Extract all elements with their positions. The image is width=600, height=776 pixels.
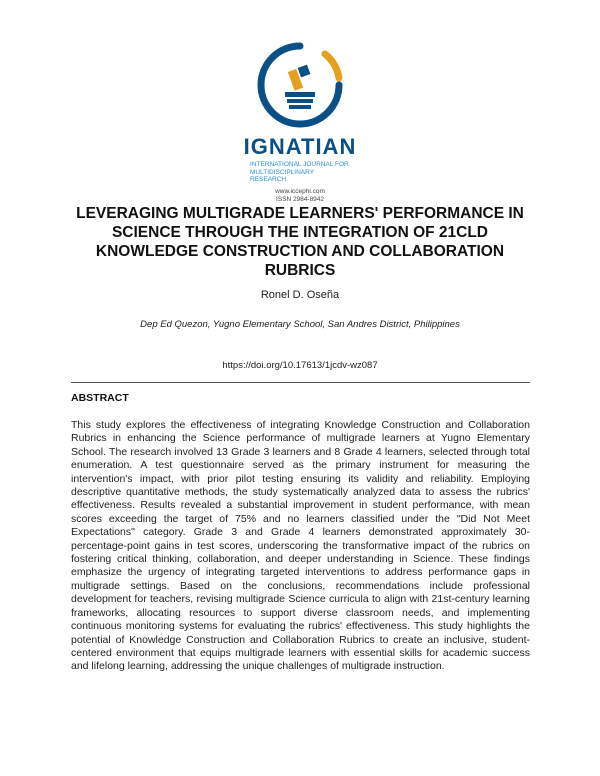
journal-subtitle: INTERNATIONAL JOURNAL FOR MULTIDISCIPLINARY RESEARCH <box>250 161 349 183</box>
article-author: Ronel D. Oseña <box>260 289 340 301</box>
journal-logo <box>0 40 600 204</box>
doi-link[interactable]: https://doi.org/10.17613/1jcdv-wz087 <box>222 360 378 371</box>
journal-issn: ISSN 2984-8942 <box>275 195 325 203</box>
journal-emblem-icon <box>255 40 345 130</box>
abstract-heading: ABSTRACT <box>71 392 129 404</box>
section-divider <box>71 382 530 383</box>
abstract-text: This study explores the effectiveness of integrating Knowledge Construction and Collaboration Rubrics in enhancing the Science performance of multigrade learners at Yugno Elementary School. The research involved 13 Grade 3 learners and 8 Grade 4 learners, selected through total enumeration. A test questionnaire served as the primary instrument for measuring the intervention's impact, with prior pilot testing ensuring its validity and reliability. Employing descriptive quantitative methods, the study systematically analyzed data to assess the rubrics' effectiveness. Results revealed a substantial improvement in student performance, with mean scores exceeding the target of 75% and no learners classified under the "Did Not Meet Expectations" category. Grade 3 and Grade 4 learners demonstrated approximately 30-percentage-point gains in test scores, underscoring the transformative impact of the rubrics on fostering critical thinking, collaboration, and deeper understanding in Science. These findings emphasize the urgency of integrating targeted interventions to address performance gaps in multigrade settings. Based on the conclusions, recommendations include professional development for teachers, revising multigrade Science curricula to align with 21st-century learning frameworks, allocating resources to support diverse classroom needs, and implementing continuous monitoring systems for evaluating the rubrics' effectiveness. This study highlights the potential of Knowledge Construction and Collaboration Rubrics to create an inclusive, student-centered environment that equips multigrade learners with essential skills for academic success and lifelong learning, addressing the unique challenges of multigrade instruction. <box>71 419 530 673</box>
author-affiliation: Dep Ed Quezon, Yugno Elementary School, San Andres District, Philippines <box>140 319 460 330</box>
journal-website[interactable]: www.iccephi.com <box>275 187 325 195</box>
journal-name: IGNATIAN <box>243 134 357 159</box>
article-title: LEVERAGING MULTIGRADE LEARNERS' PERFORMANCE IN SCIENCE THROUGH THE INTEGRATION OF 21CLD KNOWLEDGE CONSTRUCTION AND COLLABORATION RUBRICS <box>76 205 524 279</box>
